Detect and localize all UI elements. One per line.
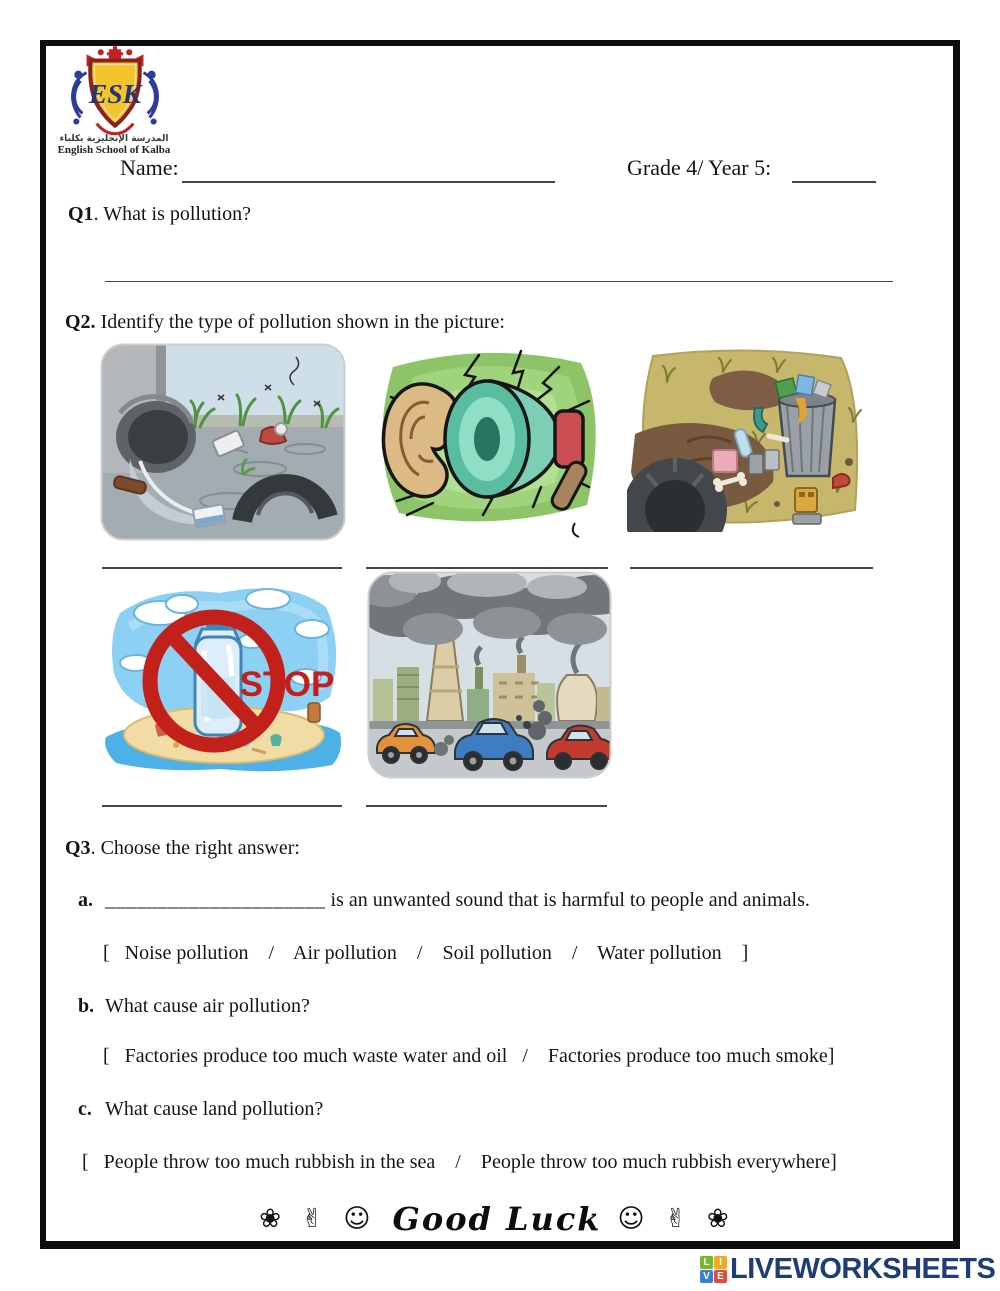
plastic-pollution-picture [100, 577, 346, 778]
cooling-tower [557, 675, 597, 721]
q3a-options[interactable]: [ Noise pollution / Air pollution / Soil pollution / Water pollution ] [103, 942, 749, 964]
school-name-arabic: المدرسة الإنجليزية بكلباء [59, 134, 169, 144]
name-answer-line[interactable] [182, 181, 555, 183]
q2-answer-line-1[interactable] [102, 567, 342, 569]
footer-good-luck [40, 1200, 954, 1238]
stop-text: STOP [239, 665, 335, 704]
name-label: Name: [120, 155, 179, 180]
q3b-text: What cause air pollution? [105, 995, 310, 1017]
school-crest-logo [56, 46, 174, 136]
q3b-options[interactable]: [ Factories produce too much waste water and oil / Factories produce too much smoke] [103, 1045, 835, 1067]
q3a-answer-blank[interactable]: _____________________ [105, 889, 326, 911]
crest-monogram: ESK [89, 79, 141, 110]
footer-symbols-left: ❀ ✌ ☺ [259, 1204, 377, 1234]
noise-pollution-picture [363, 337, 611, 544]
q2-answer-line-4[interactable] [102, 805, 342, 807]
question-1 [68, 203, 251, 226]
q3b-letter: b. [78, 995, 95, 1017]
grade-label: Grade 4/ Year 5: [627, 155, 772, 180]
q3a-letter: a. [78, 889, 93, 911]
q3c-text: What cause land pollution? [105, 1098, 324, 1120]
question-2 [65, 311, 505, 334]
logo-square-i: I [714, 1256, 727, 1269]
q3c-letter: c. [78, 1098, 92, 1120]
q2-number: Q2. [65, 311, 96, 333]
question-3b [78, 995, 310, 1018]
question-3a [78, 889, 810, 912]
logo-square-e: E [714, 1270, 727, 1283]
land-pollution-picture [627, 342, 867, 537]
q2-text: Identify the type of pollution shown in the picture: [95, 311, 505, 333]
q2-answer-line-5[interactable] [366, 805, 607, 807]
noise-pollution-image [363, 337, 611, 539]
liveworksheets-logo[interactable] [700, 1253, 995, 1286]
grade-answer-line[interactable] [792, 181, 876, 183]
footer-symbols-right: ☺ ✌ ❀ [617, 1204, 735, 1234]
liveworksheets-squares-icon [700, 1256, 727, 1283]
air-pollution-picture [367, 571, 612, 784]
school-name-english: English School of Kalba [57, 144, 171, 156]
water-pollution-image [100, 343, 346, 541]
q2-answer-line-3[interactable] [630, 567, 873, 569]
q3a-text: is an unwanted sound that is harmful to people and animals. [325, 889, 810, 911]
q1-text: . What is pollution? [93, 203, 251, 225]
q3c-options[interactable]: [ People throw too much rubbish in the sea / People throw too much rubbish everywhere] [82, 1151, 837, 1173]
stop-plastic-image [100, 577, 346, 773]
q1-answer-line[interactable] [105, 281, 893, 282]
good-luck-text: Good Luck [392, 1200, 602, 1238]
logo-square-v: V [700, 1270, 713, 1283]
liveworksheets-wordmark: LIVEWORKSHEETS [730, 1253, 996, 1285]
q3-number: Q3 [65, 837, 91, 859]
question-3 [65, 837, 300, 860]
question-3c [78, 1098, 323, 1121]
air-pollution-image [367, 571, 612, 779]
q2-answer-line-2[interactable] [366, 567, 608, 569]
q1-number: Q1 [68, 203, 94, 225]
water-pollution-picture [100, 343, 346, 546]
megaphone-band [555, 411, 583, 467]
land-pollution-image [627, 342, 867, 532]
q3-text: . Choose the right answer: [90, 837, 300, 859]
logo-square-l: L [700, 1256, 713, 1269]
